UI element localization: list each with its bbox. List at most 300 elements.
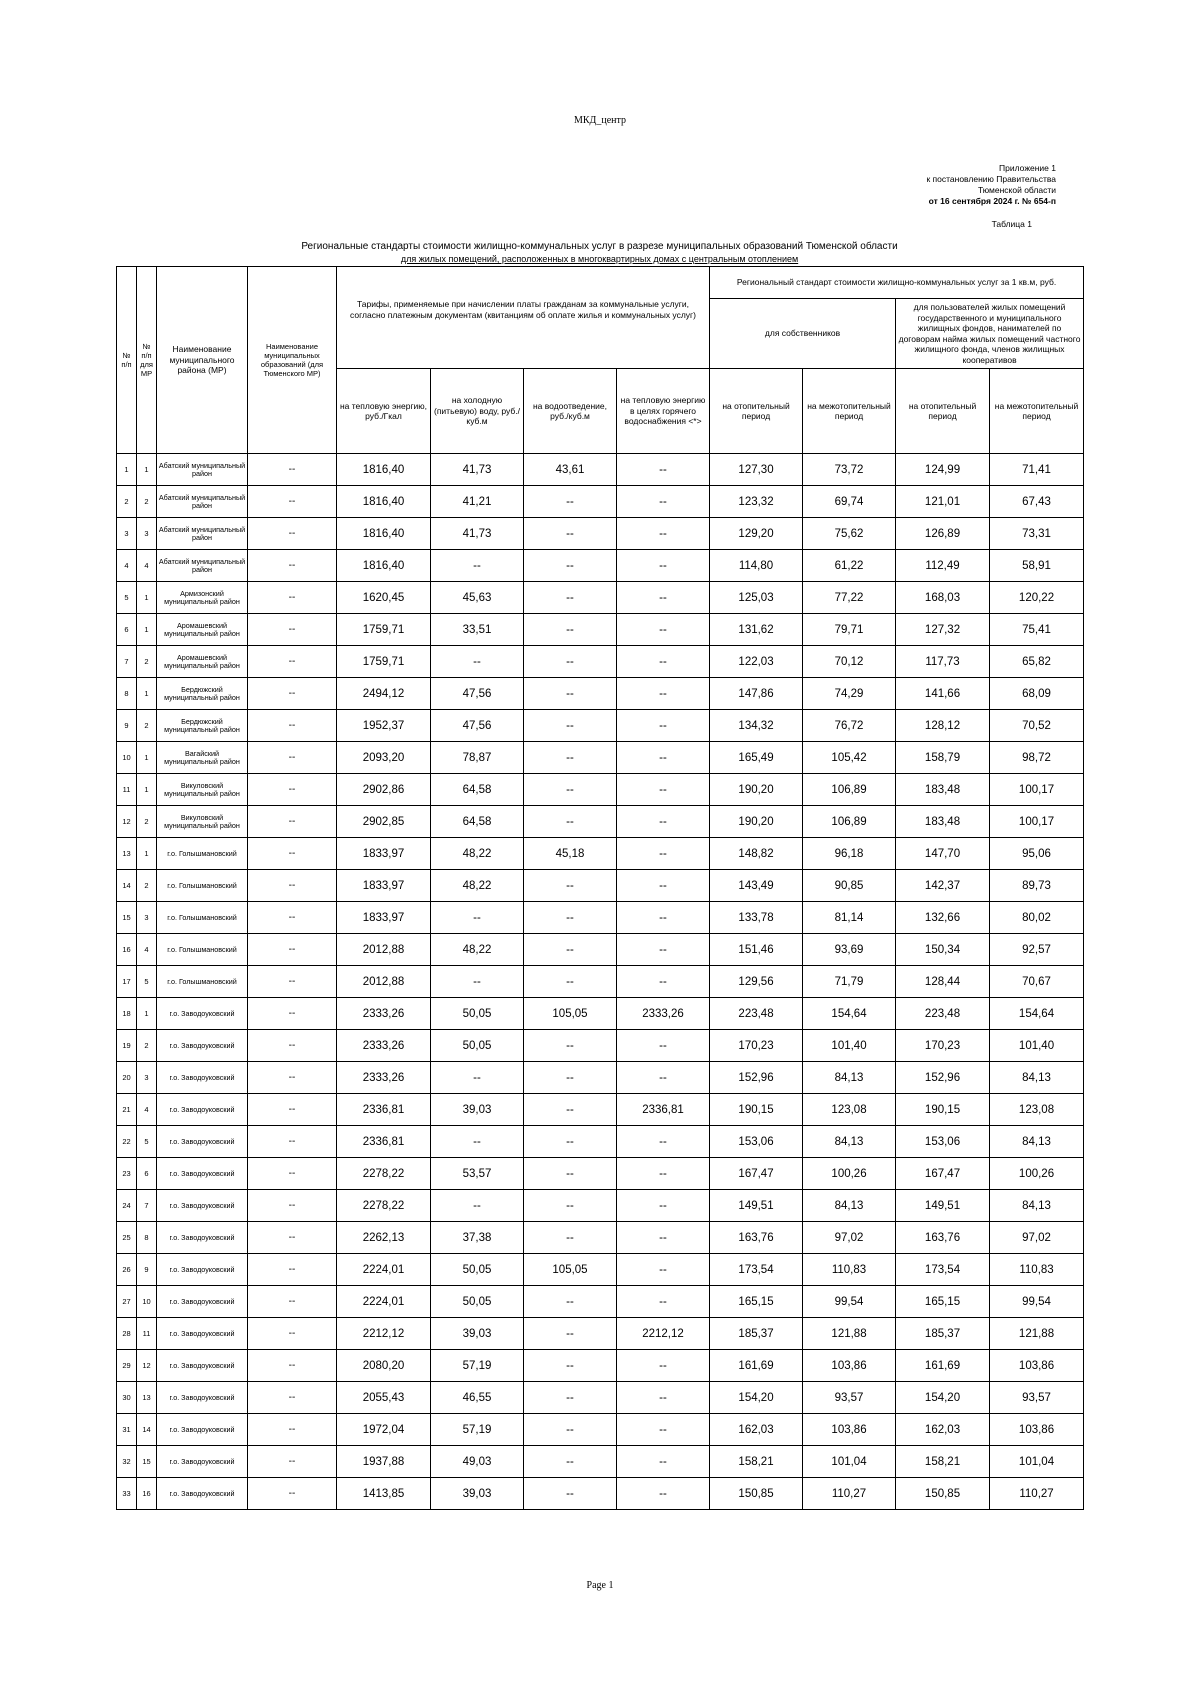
- owners-non-heating-period: 77,22: [803, 582, 896, 614]
- tariff-hot-water-heat: --: [617, 678, 710, 710]
- tariff-hot-water-heat: --: [617, 1158, 710, 1190]
- header-owners-heating: на отопительный период: [710, 369, 803, 454]
- header-cold-water: на холодную (питьевую) воду, руб./куб.м: [431, 369, 524, 454]
- tariff-cold-water: 41,73: [431, 518, 524, 550]
- tariff-cold-water: 45,63: [431, 582, 524, 614]
- tenants-non-heating-period: 100,26: [990, 1158, 1084, 1190]
- owners-heating-period: 190,20: [710, 774, 803, 806]
- row-number-mr: 13: [137, 1382, 157, 1414]
- tariff-hot-water-heat: --: [617, 614, 710, 646]
- tariff-hot-water-heat: --: [617, 902, 710, 934]
- tariff-heat: 1413,85: [337, 1478, 431, 1510]
- table-number: Таблица 1: [991, 219, 1032, 229]
- tariff-hot-water-heat: --: [617, 710, 710, 742]
- row-number-mr: 1: [137, 582, 157, 614]
- table-row: [117, 870, 1084, 902]
- tenants-non-heating-period: 101,04: [990, 1446, 1084, 1478]
- owners-non-heating-period: 100,26: [803, 1158, 896, 1190]
- municipality-name: --: [248, 1350, 337, 1382]
- owners-non-heating-period: 106,89: [803, 774, 896, 806]
- row-number: 30: [117, 1382, 137, 1414]
- owners-non-heating-period: 99,54: [803, 1286, 896, 1318]
- row-number: 27: [117, 1286, 137, 1318]
- tariff-cold-water: 57,19: [431, 1350, 524, 1382]
- row-number: 8: [117, 678, 137, 710]
- table-row: [117, 838, 1084, 870]
- tenants-heating-period: 168,03: [896, 582, 990, 614]
- owners-non-heating-period: 70,12: [803, 646, 896, 678]
- owners-heating-period: 190,15: [710, 1094, 803, 1126]
- tariff-sewage: --: [524, 1062, 617, 1094]
- owners-heating-period: 167,47: [710, 1158, 803, 1190]
- municipality-name: --: [248, 1446, 337, 1478]
- row-number-mr: 14: [137, 1414, 157, 1446]
- district-name: Абатский муниципальный район: [157, 486, 248, 518]
- owners-heating-period: 152,96: [710, 1062, 803, 1094]
- district-name: г.о. Голышмановский: [157, 870, 248, 902]
- header-tenants-non-heating: на межотопительный период: [990, 369, 1084, 454]
- owners-non-heating-period: 69,74: [803, 486, 896, 518]
- municipality-name: --: [248, 1414, 337, 1446]
- tenants-non-heating-period: 80,02: [990, 902, 1084, 934]
- table-row: [117, 806, 1084, 838]
- owners-heating-period: 154,20: [710, 1382, 803, 1414]
- tariff-heat: 1759,71: [337, 646, 431, 678]
- owners-non-heating-period: 79,71: [803, 614, 896, 646]
- row-number: 29: [117, 1350, 137, 1382]
- tenants-non-heating-period: 73,31: [990, 518, 1084, 550]
- tariff-hot-water-heat: --: [617, 1382, 710, 1414]
- tariff-cold-water: 39,03: [431, 1478, 524, 1510]
- district-name: г.о. Голышмановский: [157, 966, 248, 998]
- tariff-heat: 2494,12: [337, 678, 431, 710]
- row-number-mr: 10: [137, 1286, 157, 1318]
- tariff-hot-water-heat: --: [617, 550, 710, 582]
- tariff-cold-water: 46,55: [431, 1382, 524, 1414]
- tenants-heating-period: 150,85: [896, 1478, 990, 1510]
- tariff-hot-water-heat: --: [617, 1030, 710, 1062]
- tariff-sewage: --: [524, 646, 617, 678]
- tenants-heating-period: 167,47: [896, 1158, 990, 1190]
- tariff-heat: 1759,71: [337, 614, 431, 646]
- owners-non-heating-period: 101,40: [803, 1030, 896, 1062]
- tariff-sewage: --: [524, 1030, 617, 1062]
- tariff-heat: 2336,81: [337, 1126, 431, 1158]
- tenants-heating-period: 124,99: [896, 454, 990, 486]
- row-number: 32: [117, 1446, 137, 1478]
- page-footer: Page 1: [586, 1580, 614, 1591]
- tariff-heat: 1952,37: [337, 710, 431, 742]
- district-name: г.о. Голышмановский: [157, 838, 248, 870]
- tariff-cold-water: --: [431, 966, 524, 998]
- district-name: г.о. Заводоуковский: [157, 998, 248, 1030]
- table-row: [117, 1254, 1084, 1286]
- tenants-heating-period: 165,15: [896, 1286, 990, 1318]
- owners-non-heating-period: 96,18: [803, 838, 896, 870]
- owners-non-heating-period: 75,62: [803, 518, 896, 550]
- tenants-heating-period: 183,48: [896, 806, 990, 838]
- row-number: 4: [117, 550, 137, 582]
- row-number: 31: [117, 1414, 137, 1446]
- owners-non-heating-period: 93,69: [803, 934, 896, 966]
- owners-heating-period: 127,30: [710, 454, 803, 486]
- tenants-heating-period: 128,12: [896, 710, 990, 742]
- tenants-heating-period: 153,06: [896, 1126, 990, 1158]
- tariff-heat: 2902,86: [337, 774, 431, 806]
- tariff-hot-water-heat: --: [617, 486, 710, 518]
- tenants-heating-period: 121,01: [896, 486, 990, 518]
- tariff-hot-water-heat: --: [617, 1254, 710, 1286]
- tariff-cold-water: 50,05: [431, 1030, 524, 1062]
- district-name: г.о. Заводоуковский: [157, 1414, 248, 1446]
- tariff-heat: 1816,40: [337, 454, 431, 486]
- tariff-cold-water: 50,05: [431, 1286, 524, 1318]
- tariff-heat: 2012,88: [337, 966, 431, 998]
- tariff-sewage: --: [524, 486, 617, 518]
- row-number: 1: [117, 454, 137, 486]
- tenants-non-heating-period: 70,52: [990, 710, 1084, 742]
- header-owners-group: для собственников: [710, 299, 896, 369]
- table-row: [117, 742, 1084, 774]
- tenants-heating-period: 154,20: [896, 1382, 990, 1414]
- tariff-cold-water: 49,03: [431, 1446, 524, 1478]
- municipality-name: --: [248, 1382, 337, 1414]
- tariff-heat: 1816,40: [337, 486, 431, 518]
- tariff-sewage: --: [524, 582, 617, 614]
- tariff-heat: 2278,22: [337, 1190, 431, 1222]
- municipality-name: --: [248, 774, 337, 806]
- tariff-heat: 1620,45: [337, 582, 431, 614]
- tenants-non-heating-period: 98,72: [990, 742, 1084, 774]
- tenants-non-heating-period: 100,17: [990, 806, 1084, 838]
- tenants-non-heating-period: 110,83: [990, 1254, 1084, 1286]
- tariff-hot-water-heat: --: [617, 1062, 710, 1094]
- tariff-hot-water-heat: --: [617, 518, 710, 550]
- row-number: 22: [117, 1126, 137, 1158]
- table-row: [117, 646, 1084, 678]
- header-municipality: Наименование муниципальных образований (для Тюменского МР): [248, 267, 337, 454]
- table-row: [117, 1222, 1084, 1254]
- tenants-non-heating-period: 93,57: [990, 1382, 1084, 1414]
- tariff-heat: 2012,88: [337, 934, 431, 966]
- row-number-mr: 1: [137, 998, 157, 1030]
- tariff-cold-water: 50,05: [431, 998, 524, 1030]
- tenants-heating-period: 117,73: [896, 646, 990, 678]
- document-title: [116, 241, 1083, 265]
- tenants-non-heating-period: 97,02: [990, 1222, 1084, 1254]
- municipality-name: --: [248, 678, 337, 710]
- owners-non-heating-period: 110,27: [803, 1478, 896, 1510]
- tariff-cold-water: 39,03: [431, 1094, 524, 1126]
- municipality-name: --: [248, 998, 337, 1030]
- tenants-heating-period: 128,44: [896, 966, 990, 998]
- tenants-non-heating-period: 103,86: [990, 1414, 1084, 1446]
- tariff-cold-water: 33,51: [431, 614, 524, 646]
- owners-heating-period: 134,32: [710, 710, 803, 742]
- header-heat: на тепловую энергию, руб./Гкал: [337, 369, 431, 454]
- table-row: [117, 1414, 1084, 1446]
- tariff-sewage: --: [524, 614, 617, 646]
- row-number-mr: 5: [137, 966, 157, 998]
- tenants-heating-period: 126,89: [896, 518, 990, 550]
- row-number: 15: [117, 902, 137, 934]
- owners-heating-period: 163,76: [710, 1222, 803, 1254]
- row-number: 20: [117, 1062, 137, 1094]
- tariff-sewage: 43,61: [524, 454, 617, 486]
- row-number-mr: 2: [137, 646, 157, 678]
- tariff-heat: 2224,01: [337, 1286, 431, 1318]
- owners-heating-period: 151,46: [710, 934, 803, 966]
- row-number: 33: [117, 1478, 137, 1510]
- row-number-mr: 16: [137, 1478, 157, 1510]
- row-number-mr: 1: [137, 774, 157, 806]
- tenants-heating-period: 173,54: [896, 1254, 990, 1286]
- owners-heating-period: 149,51: [710, 1190, 803, 1222]
- district-name: г.о. Заводоуковский: [157, 1318, 248, 1350]
- tariff-heat: 1816,40: [337, 550, 431, 582]
- tenants-heating-period: 162,03: [896, 1414, 990, 1446]
- owners-non-heating-period: 106,89: [803, 806, 896, 838]
- tariff-sewage: --: [524, 1094, 617, 1126]
- row-number: 21: [117, 1094, 137, 1126]
- tariff-hot-water-heat: --: [617, 1446, 710, 1478]
- row-number: 24: [117, 1190, 137, 1222]
- row-number-mr: 6: [137, 1158, 157, 1190]
- tenants-heating-period: 132,66: [896, 902, 990, 934]
- tariff-sewage: --: [524, 1190, 617, 1222]
- district-name: г.о. Заводоуковский: [157, 1446, 248, 1478]
- tenants-non-heating-period: 120,22: [990, 582, 1084, 614]
- district-name: Вагайский муниципальный район: [157, 742, 248, 774]
- tenants-heating-period: 152,96: [896, 1062, 990, 1094]
- row-number: 5: [117, 582, 137, 614]
- tenants-non-heating-period: 84,13: [990, 1126, 1084, 1158]
- owners-heating-period: 165,49: [710, 742, 803, 774]
- row-number-mr: 15: [137, 1446, 157, 1478]
- municipality-name: --: [248, 614, 337, 646]
- district-name: Бердюжский муниципальный район: [157, 710, 248, 742]
- tariff-cold-water: 39,03: [431, 1318, 524, 1350]
- tariff-sewage: --: [524, 902, 617, 934]
- municipality-name: --: [248, 1062, 337, 1094]
- row-number-mr: 1: [137, 454, 157, 486]
- tariff-cold-water: 48,22: [431, 870, 524, 902]
- row-number: 16: [117, 934, 137, 966]
- table-row: [117, 518, 1084, 550]
- municipality-name: --: [248, 838, 337, 870]
- owners-non-heating-period: 84,13: [803, 1190, 896, 1222]
- tenants-non-heating-period: 154,64: [990, 998, 1084, 1030]
- district-name: г.о. Заводоуковский: [157, 1030, 248, 1062]
- tariff-sewage: --: [524, 678, 617, 710]
- tenants-heating-period: 112,49: [896, 550, 990, 582]
- tariff-sewage: --: [524, 1414, 617, 1446]
- tariff-cold-water: 47,56: [431, 710, 524, 742]
- tenants-heating-period: 163,76: [896, 1222, 990, 1254]
- owners-heating-period: 153,06: [710, 1126, 803, 1158]
- table-row: [117, 1158, 1084, 1190]
- tenants-heating-period: 223,48: [896, 998, 990, 1030]
- tenants-non-heating-period: 121,88: [990, 1318, 1084, 1350]
- tariff-sewage: --: [524, 710, 617, 742]
- tariff-sewage: 105,05: [524, 1254, 617, 1286]
- owners-heating-period: 148,82: [710, 838, 803, 870]
- tariff-heat: 2262,13: [337, 1222, 431, 1254]
- owners-non-heating-period: 110,83: [803, 1254, 896, 1286]
- owners-non-heating-period: 81,14: [803, 902, 896, 934]
- header-owners-non-heating: на межотопительный период: [803, 369, 896, 454]
- district-name: г.о. Заводоуковский: [157, 1478, 248, 1510]
- table-row: [117, 550, 1084, 582]
- row-number-mr: 2: [137, 486, 157, 518]
- owners-heating-period: 170,23: [710, 1030, 803, 1062]
- tariff-hot-water-heat: --: [617, 838, 710, 870]
- tariff-cold-water: 57,19: [431, 1414, 524, 1446]
- district-name: г.о. Заводоуковский: [157, 1222, 248, 1254]
- header-hot-water-heat: на тепловую энергию в целях горячего водоснабжения <*>: [617, 369, 710, 454]
- municipality-name: --: [248, 1254, 337, 1286]
- tariff-heat: 2902,85: [337, 806, 431, 838]
- tenants-heating-period: 149,51: [896, 1190, 990, 1222]
- tenants-heating-period: 185,37: [896, 1318, 990, 1350]
- table-row: [117, 1478, 1084, 1510]
- tariff-sewage: --: [524, 1126, 617, 1158]
- tariff-cold-water: 50,05: [431, 1254, 524, 1286]
- row-number-mr: 9: [137, 1254, 157, 1286]
- header-tenants-group: для пользователей жилых помещений государственного и муниципального жилищных фондов, нанимателей по договорам найма жилых помещений частного жилищного фонда, членов жилищных кооперативов: [896, 299, 1084, 369]
- table-row: [117, 1094, 1084, 1126]
- appendix-line: Тюменской области: [977, 185, 1056, 195]
- owners-heating-period: 223,48: [710, 998, 803, 1030]
- appendix-decree: от 16 сентября 2024 г. № 654-п: [928, 196, 1056, 206]
- owners-non-heating-period: 105,42: [803, 742, 896, 774]
- district-name: Аромашевский муниципальный район: [157, 646, 248, 678]
- tariff-hot-water-heat: --: [617, 1126, 710, 1158]
- owners-heating-period: 114,80: [710, 550, 803, 582]
- tariff-sewage: --: [524, 870, 617, 902]
- tariff-cold-water: --: [431, 550, 524, 582]
- municipality-name: --: [248, 1190, 337, 1222]
- tariff-hot-water-heat: --: [617, 1350, 710, 1382]
- tariff-cold-water: 48,22: [431, 934, 524, 966]
- municipality-name: --: [248, 870, 337, 902]
- district-name: г.о. Заводоуковский: [157, 1350, 248, 1382]
- tenants-heating-period: 141,66: [896, 678, 990, 710]
- tariff-heat: 1937,88: [337, 1446, 431, 1478]
- owners-non-heating-period: 123,08: [803, 1094, 896, 1126]
- tenants-heating-period: 142,37: [896, 870, 990, 902]
- owners-non-heating-period: 97,02: [803, 1222, 896, 1254]
- header-standard-group: Региональный стандарт стоимости жилищно-коммунальных услуг за 1 кв.м, руб.: [710, 267, 1084, 299]
- row-number: 11: [117, 774, 137, 806]
- district-name: Абатский муниципальный район: [157, 518, 248, 550]
- tenants-heating-period: 190,15: [896, 1094, 990, 1126]
- row-number: 19: [117, 1030, 137, 1062]
- tariff-sewage: --: [524, 550, 617, 582]
- owners-heating-period: 123,32: [710, 486, 803, 518]
- tariff-sewage: --: [524, 934, 617, 966]
- tariff-cold-water: 53,57: [431, 1158, 524, 1190]
- row-number: 10: [117, 742, 137, 774]
- district-name: г.о. Заводоуковский: [157, 1190, 248, 1222]
- row-number-mr: 3: [137, 1062, 157, 1094]
- tariff-cold-water: --: [431, 646, 524, 678]
- tariff-heat: 2224,01: [337, 1254, 431, 1286]
- tenants-heating-period: 183,48: [896, 774, 990, 806]
- header-sewage: на водоотведение, руб./куб.м: [524, 369, 617, 454]
- row-number: 17: [117, 966, 137, 998]
- table-row: [117, 774, 1084, 806]
- owners-heating-period: 162,03: [710, 1414, 803, 1446]
- tariff-cold-water: 41,21: [431, 486, 524, 518]
- row-number: 26: [117, 1254, 137, 1286]
- header-tenants-heating: на отопительный период: [896, 369, 990, 454]
- owners-non-heating-period: 90,85: [803, 870, 896, 902]
- municipality-name: --: [248, 486, 337, 518]
- tariff-hot-water-heat: --: [617, 454, 710, 486]
- header-num: № п/п: [117, 267, 137, 454]
- header-tariffs-group: Тарифы, применяемые при начислении платы гражданам за коммунальные услуги, согласно платежным документам (квитанциям об оплате жилья и коммунальных услуг): [337, 267, 710, 369]
- tariff-cold-water: 64,58: [431, 774, 524, 806]
- tariff-hot-water-heat: --: [617, 934, 710, 966]
- district-name: Бердюжский муниципальный район: [157, 678, 248, 710]
- district-name: Абатский муниципальный район: [157, 454, 248, 486]
- tariff-sewage: --: [524, 742, 617, 774]
- tenants-heating-period: 158,21: [896, 1446, 990, 1478]
- municipality-name: --: [248, 902, 337, 934]
- tenants-non-heating-period: 65,82: [990, 646, 1084, 678]
- table-row: [117, 454, 1084, 486]
- district-name: г.о. Заводоуковский: [157, 1382, 248, 1414]
- row-number-mr: 4: [137, 934, 157, 966]
- municipality-name: --: [248, 646, 337, 678]
- owners-non-heating-period: 103,86: [803, 1350, 896, 1382]
- tariff-hot-water-heat: --: [617, 742, 710, 774]
- title-subline: для жилых помещений, расположенных в многоквартирных домах с центральным отоплением: [400, 254, 799, 264]
- tariff-heat: 2336,81: [337, 1094, 431, 1126]
- municipality-name: --: [248, 1030, 337, 1062]
- row-number-mr: 2: [137, 710, 157, 742]
- owners-non-heating-period: 74,29: [803, 678, 896, 710]
- tariff-cold-water: 47,56: [431, 678, 524, 710]
- tenants-heating-period: 127,32: [896, 614, 990, 646]
- table-row: [117, 1350, 1084, 1382]
- standards-table: [116, 266, 1084, 1510]
- row-number-mr: 1: [137, 614, 157, 646]
- row-number-mr: 1: [137, 742, 157, 774]
- municipality-name: --: [248, 934, 337, 966]
- tariff-hot-water-heat: --: [617, 1190, 710, 1222]
- owners-heating-period: 190,20: [710, 806, 803, 838]
- tariff-hot-water-heat: --: [617, 1478, 710, 1510]
- district-name: Викуловский муниципальный район: [157, 774, 248, 806]
- owners-heating-period: 143,49: [710, 870, 803, 902]
- owners-heating-period: 147,86: [710, 678, 803, 710]
- row-number: 14: [117, 870, 137, 902]
- tenants-non-heating-period: 99,54: [990, 1286, 1084, 1318]
- tenants-non-heating-period: 100,17: [990, 774, 1084, 806]
- owners-heating-period: 158,21: [710, 1446, 803, 1478]
- tariff-hot-water-heat: 2212,12: [617, 1318, 710, 1350]
- appendix-line: Приложение 1: [999, 163, 1056, 173]
- owners-non-heating-period: 103,86: [803, 1414, 896, 1446]
- table-row: [117, 966, 1084, 998]
- tariff-heat: 2080,20: [337, 1350, 431, 1382]
- row-number-mr: 3: [137, 518, 157, 550]
- municipality-name: --: [248, 966, 337, 998]
- owners-heating-period: 129,20: [710, 518, 803, 550]
- tariff-heat: 1833,97: [337, 870, 431, 902]
